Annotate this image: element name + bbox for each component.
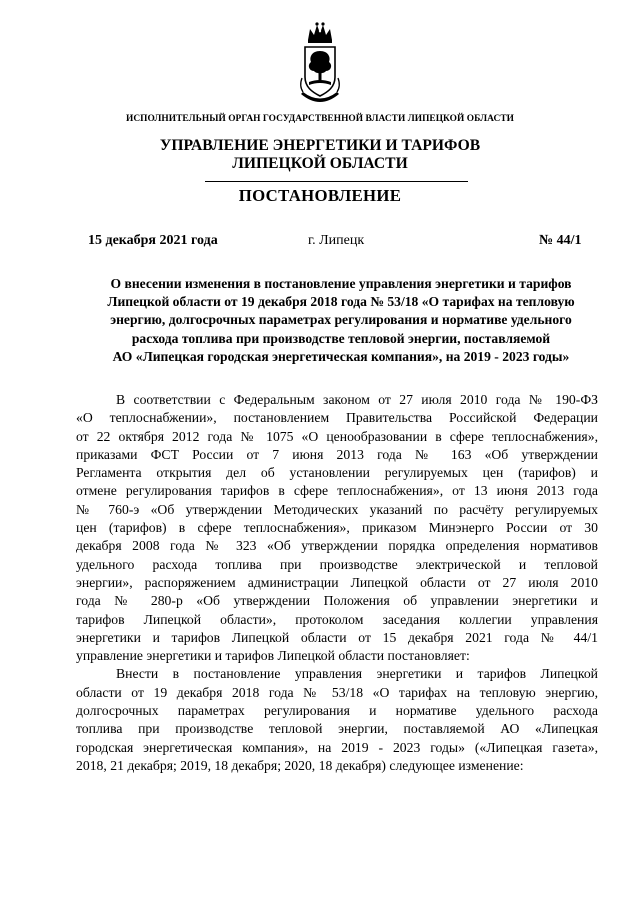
body-line: долгосрочных параметрах регулирования и нормативе удельного расхода xyxy=(76,703,598,719)
header-divider xyxy=(205,181,468,182)
subject-line: расхода топлива при производстве тепловой энергии, поставляемой xyxy=(131,330,551,346)
body-line: тарифов Липецкой области», протоколом заседания коллегии управления xyxy=(76,611,598,627)
body-line: городская энергетическая компания», на 2019 - 2023 годы» («Липецкая газета», xyxy=(76,739,598,755)
body-line: года № 280-р «Об утверждении Положения об управлении энергетики и xyxy=(76,593,598,609)
body-line: от 22 октября 2012 года № 1075 «О ценообразовании в сфере теплоснабжения», xyxy=(76,428,598,444)
subject-line: Липецкой области от 19 декабря 2018 года № 53/18 «О тарифах на тепловую xyxy=(107,294,575,310)
body-line: приказами ФСТ России от 7 июня 2013 года № 163 «Об утверждении xyxy=(76,446,598,462)
organization-name-line-2: ЛИПЕЦКОЙ ОБЛАСТИ xyxy=(232,155,408,172)
body-line: области от 19 декабря 2018 года № 53/18 «О тарифах на тепловую энергию, xyxy=(76,684,598,700)
document-type-title: ПОСТАНОВЛЕНИЕ xyxy=(238,186,402,205)
organization-name xyxy=(0,137,640,173)
body-line: управление энергетики и тарифов Липецкой области постановляет: xyxy=(76,648,470,664)
body-line: 2018, 21 декабря; 2019, 18 декабря; 2020, 18 декабря) следующее изменение: xyxy=(76,757,524,773)
issuing-authority: ИСПОЛНИТЕЛЬНЫЙ ОРГАН ГОСУДАРСТВЕННОЙ ВЛАСТИ ЛИПЕЦКОЙ ОБЛАСТИ xyxy=(126,114,514,124)
body-line: энергии», распоряжением администрации Липецкой области от 27 июля 2010 xyxy=(76,574,598,590)
organization-name-line-1: УПРАВЛЕНИЕ ЭНЕРГЕТИКИ И ТАРИФОВ xyxy=(159,137,481,154)
body-line: энергетики и тарифов Липецкой области от 15 декабря 2021 года № 44/1 xyxy=(76,629,598,645)
coat-of-arms-emblem xyxy=(297,20,343,106)
body-line: Внести в постановление управления энергетики и тарифов Липецкой xyxy=(116,666,598,682)
subject-line: АО «Липецкая городская энергетическая компания», на 2019 - 2023 годы» xyxy=(112,348,570,364)
body-line: № 760-э «Об утверждении Методических указаний по расчёту регулируемых xyxy=(76,501,598,517)
body-line: В соответствии с Федеральным законом от 27 июля 2010 года № 190-ФЗ xyxy=(116,392,598,407)
body-line: декабря 2008 года № 323 «Об утверждении порядка определения нормативов xyxy=(76,538,598,554)
resolution-city: г. Липецк xyxy=(308,233,365,248)
body-line: удельного расхода топлива при производстве электрической и тепловой xyxy=(76,556,598,572)
body-line: цен (тарифов) в сфере теплоснабжения», приказом Минэнерго России от 30 xyxy=(76,520,598,536)
resolution-number: № 44/1 xyxy=(539,233,582,248)
body-line: «О теплоснабжении», постановлением Правительства Российской Федерации xyxy=(76,410,598,426)
resolution-body xyxy=(76,391,598,775)
body-line: Регламента открытия дел об установлении регулируемых цен (тарифов) и xyxy=(76,465,598,481)
body-line: отмене регулирования тарифов в сфере теплоснабжения», от 13 июня 2013 года xyxy=(76,483,598,499)
resolution-date: 15 декабря 2021 года xyxy=(88,233,218,248)
resolution-subject xyxy=(73,275,609,366)
subject-line: энергию, долгосрочных параметрах регулирования и нормативе удельного xyxy=(110,312,572,328)
body-line: топлива при производстве тепловой энергии, поставляемой АО «Липецкая xyxy=(76,721,598,737)
subject-line: О внесении изменения в постановление управления энергетики и тарифов xyxy=(110,276,572,291)
